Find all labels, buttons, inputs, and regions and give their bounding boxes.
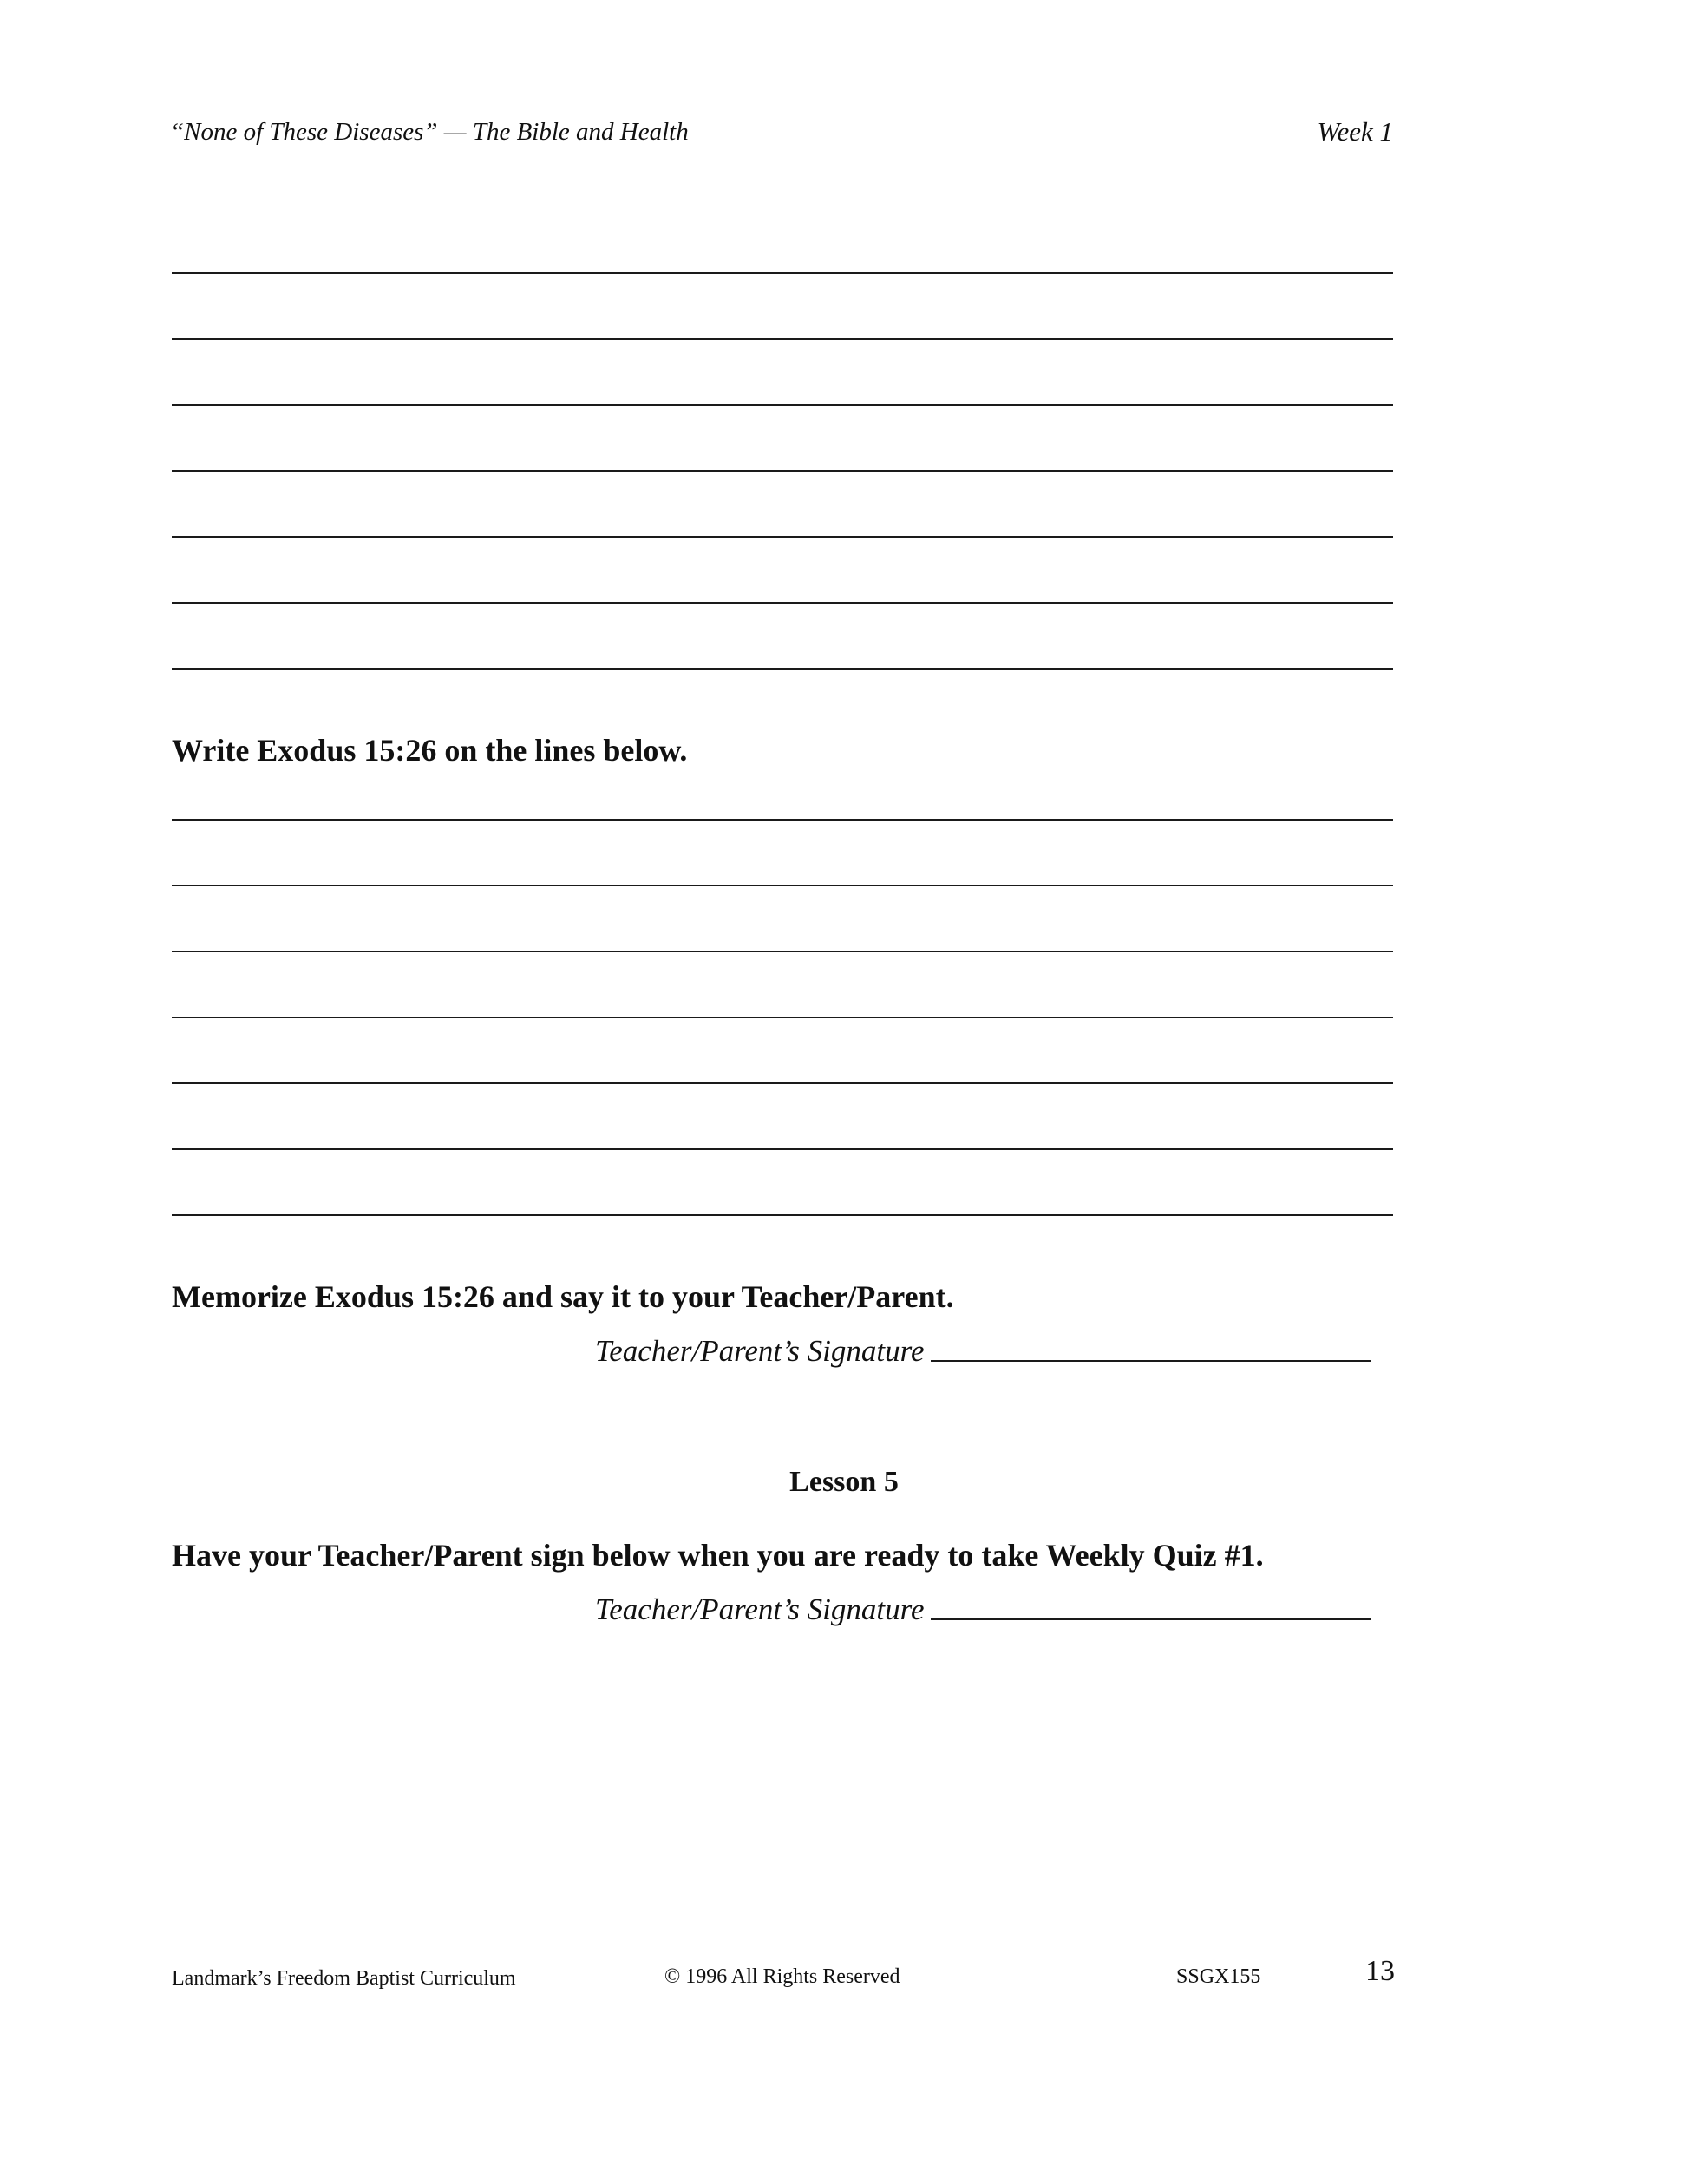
running-header-title: “None of These Diseases” — The Bible and Health (170, 118, 689, 146)
quiz-instruction: Have your Teacher/Parent sign below when you are ready to take Weekly Quiz #1. (172, 1538, 1264, 1573)
writing-line[interactable] (172, 668, 1393, 670)
writing-line[interactable] (172, 602, 1393, 604)
footer-copyright: © 1996 All Rights Reserved (664, 1965, 900, 1988)
writing-line[interactable] (172, 536, 1393, 538)
signature-label: Teacher/Parent’s Signature (595, 1592, 925, 1626)
running-header-week: Week 1 (1317, 116, 1393, 147)
writing-line[interactable] (172, 951, 1393, 952)
signature-line[interactable] (931, 1618, 1371, 1620)
writing-line[interactable] (172, 338, 1393, 340)
writing-line[interactable] (172, 885, 1393, 886)
signature-line[interactable] (931, 1360, 1371, 1362)
write-instruction: Write Exodus 15:26 on the lines below. (172, 733, 688, 768)
signature-label: Teacher/Parent’s Signature (595, 1334, 925, 1368)
writing-line[interactable] (172, 1214, 1393, 1216)
signature-row (595, 1592, 1371, 1627)
page-number: 13 (1365, 1955, 1395, 1987)
writing-line[interactable] (172, 470, 1393, 472)
writing-line[interactable] (172, 1148, 1393, 1150)
lesson-heading: Lesson 5 (789, 1466, 899, 1498)
writing-line[interactable] (172, 1082, 1393, 1084)
writing-line[interactable] (172, 404, 1393, 406)
memorize-instruction: Memorize Exodus 15:26 and say it to your Teacher/Parent. (172, 1279, 954, 1314)
signature-row (595, 1334, 1371, 1369)
writing-line[interactable] (172, 1017, 1393, 1018)
footer-publisher: Landmark’s Freedom Baptist Curriculum (172, 1967, 516, 1990)
footer-code: SSGX155 (1176, 1965, 1261, 1988)
writing-line[interactable] (172, 272, 1393, 274)
writing-line[interactable] (172, 819, 1393, 821)
